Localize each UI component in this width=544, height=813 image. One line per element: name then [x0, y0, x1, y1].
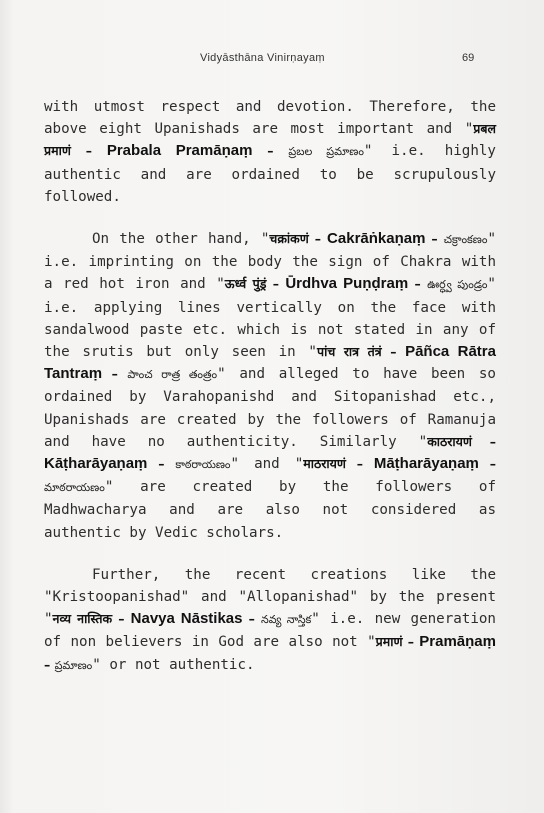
p2-telugu-term-5: మాఠరాయణం — [44, 481, 105, 495]
p2-dash-3: – — [266, 276, 286, 292]
p3-text-3: " or not authentic. — [92, 656, 255, 673]
page-number: 69 — [462, 52, 475, 64]
p2-dash-7: – — [471, 433, 496, 449]
p2-text-1: On the other hand, " — [92, 231, 270, 248]
p2-transliteration-1: Cakrāṅkaṇaṃ — [327, 230, 426, 248]
p1-dash-2: – — [252, 143, 289, 159]
p3-text-2: " i.e. new generation of non believers in God are also not " — [44, 611, 496, 651]
p3-telugu-term-1: నవ్య నాస్తిక — [261, 613, 312, 627]
p2-dash-10: – — [478, 456, 496, 472]
p2-text-5: " and " — [230, 456, 304, 473]
p3-hindi-term-2: प्रमाणं — [375, 634, 403, 650]
p2-hindi-term-1: चक्रांकणं — [269, 231, 309, 247]
paragraph-3 — [44, 564, 496, 677]
running-header — [0, 52, 544, 70]
p3-transliteration-1: Navya Nāstikas — [130, 610, 243, 628]
p2-text-4: " and alleged to have been so ordained by Varahopanishd and Sitopanishad etc., Upanishads are created by the followers of Ramanuja and have no authenticity. Similarly " — [44, 366, 496, 450]
p3-transliteration-2: Pramāṇaṃ — [419, 633, 496, 651]
p2-text-3: " i.e. applying lines vertically on the face with sandalwood paste etc. which is not stated in any of the srutis but only seen in " — [44, 276, 496, 361]
p3-dash-1: – — [112, 611, 131, 627]
p2-dash-4: – — [408, 276, 428, 292]
p3-dash-2: – — [242, 611, 261, 627]
p2-hindi-term-5: माठरायणं — [303, 456, 346, 472]
paragraph-1 — [44, 96, 496, 208]
p1-transliteration: Prabala Pramāṇaṃ — [106, 142, 253, 160]
page-body — [44, 96, 496, 697]
p2-hindi-term-4: काठरायणं — [427, 433, 472, 449]
p2-dash-6: – — [102, 366, 128, 382]
p2-transliteration-2: Ūrdhva Puṇḍraṃ — [285, 275, 409, 293]
p2-dash-1: – — [308, 231, 328, 247]
p2-dash-8: – — [147, 456, 176, 472]
p2-dash-5: – — [381, 344, 406, 360]
p2-telugu-term-3: పాంచ రాత్ర తంత్రం — [127, 368, 218, 382]
p1-text-2: " i.e. highly authentic and are ordained to be scrupulously followed. — [44, 143, 496, 205]
p2-dash-9: – — [345, 456, 374, 472]
p2-telugu-term-2: ఊర్ధ్వ పుండ్రం — [427, 278, 488, 292]
paragraph-2 — [44, 228, 496, 544]
p2-telugu-term-4: కాఠరాయణం — [175, 458, 231, 472]
running-title: Vidyāsthāna Vinirṇayaṃ — [200, 52, 325, 64]
p2-text-6: " are created by the followers of Madhwacharya and are also not considered as authentic by Vedic scholars. — [44, 479, 496, 541]
p2-transliteration-5: Māṭharāyaṇaṃ — [373, 455, 479, 473]
p1-dash-1: – — [70, 143, 107, 159]
p3-hindi-term-1: नव्य नास्तिक — [52, 611, 113, 627]
p2-telugu-term-1: చక్రాంకణం — [443, 233, 488, 247]
p1-text-1: with utmost respect and devotion. Therefore, the above eight Upanishads are most important and " — [44, 99, 496, 138]
p2-transliteration-3: Pāñca Rātra Tantraṃ — [44, 343, 496, 383]
p3-dash-3: – — [402, 634, 420, 650]
p2-dash-2: – — [425, 231, 444, 247]
p2-transliteration-4: Kāṭharāyaṇaṃ — [44, 455, 148, 473]
p3-text-1: Further, the recent creations like the "Kristoopanishad" and "Allopanishad" by the present " — [44, 566, 496, 628]
p3-dash-4: – — [44, 656, 55, 672]
p1-telugu-term: ప్రబల ప్రమాణం — [288, 145, 364, 159]
p2-hindi-term-3: पांच रात्र तंत्रं — [316, 344, 382, 360]
p2-text-2: " i.e. imprinting on the body the sign of Chakra with a red hot iron and " — [44, 231, 496, 293]
p2-hindi-term-2: ऊर्ध्व पुंड्रं — [224, 276, 267, 292]
p1-hindi-term: प्रबल प्रमाणं — [44, 121, 496, 159]
p3-telugu-term-2: ప్రమాణం — [54, 658, 93, 672]
